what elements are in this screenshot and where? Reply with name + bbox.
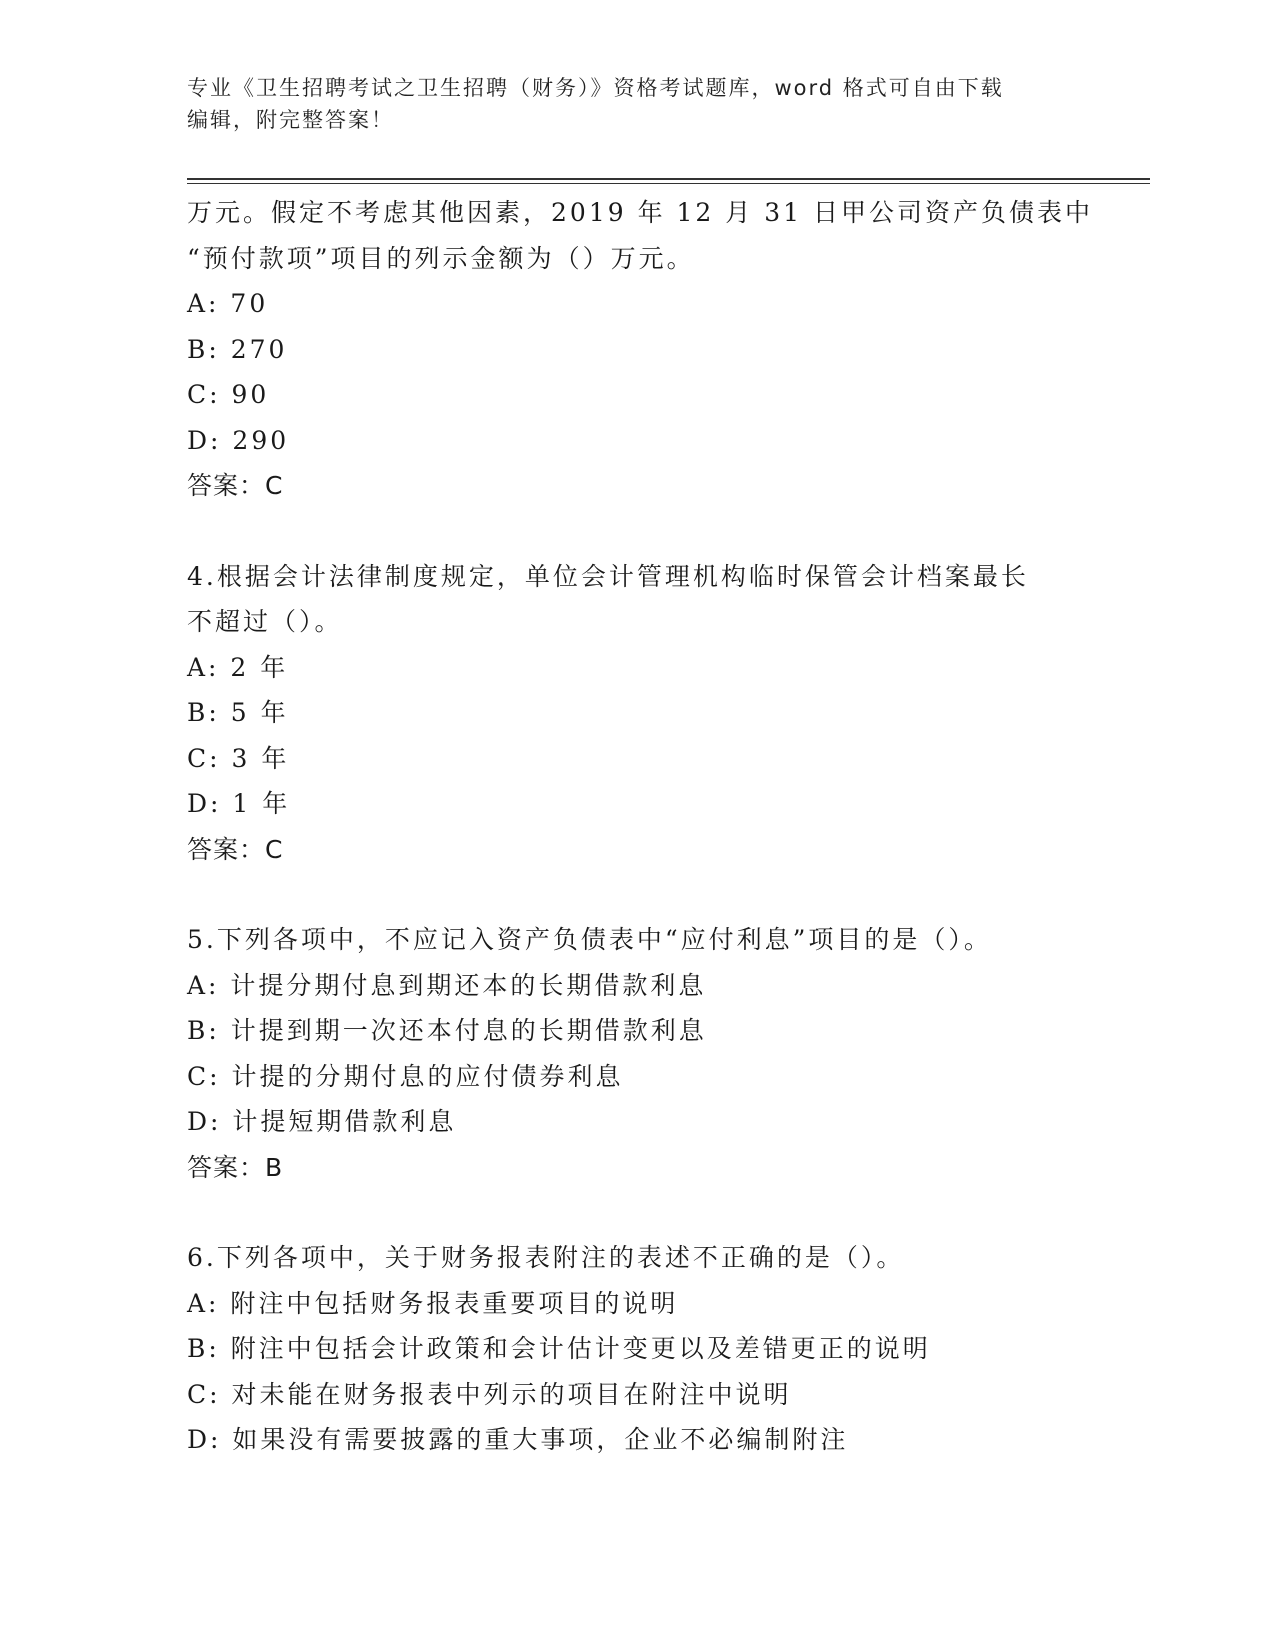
option-b: B: 附注中包括会计政策和会计估计变更以及差错更正的说明	[187, 1334, 931, 1363]
option-c: C: 90	[187, 380, 270, 409]
answer-label: 答案：B	[187, 1152, 284, 1182]
option-b: B: 计提到期一次还本付息的长期借款利息	[187, 1016, 707, 1045]
question-spacer	[187, 872, 1087, 917]
header-line-2: 编辑，附完整答案！	[187, 108, 394, 132]
option-d: D: 如果没有需要披露的重大事项，企业不必编制附注	[187, 1425, 849, 1454]
question-stem: 5.下列各项中，不应记入资产负债表中“应付利息”项目的是（）。	[187, 925, 992, 954]
header-line-1: 专业《卫生招聘考试之卫生招聘（财务）》资格考试题库，word 格式可自由下载	[187, 76, 1004, 100]
option-a: A: 70	[187, 289, 269, 318]
option-d: D: 计提短期借款利息	[187, 1107, 457, 1136]
option-b: B: 270	[187, 334, 288, 364]
answer-label: 答案：C	[187, 471, 284, 500]
option-c: C: 计提的分期付息的应付债券利息	[187, 1061, 624, 1091]
document-header	[187, 72, 1067, 136]
question-3	[187, 190, 1093, 509]
option-c: C: 对未能在财务报表中列示的项目在附注中说明	[187, 1379, 792, 1409]
option-c: C: 3 年	[187, 743, 290, 773]
question-spacer	[187, 509, 1087, 554]
question-stem: “预付款项”项目的列示金额为（）万元。	[187, 243, 695, 273]
question-spacer	[187, 1190, 1087, 1235]
option-a: A: 2 年	[187, 652, 289, 682]
header-divider-thick	[187, 178, 1150, 180]
question-6	[187, 1235, 1087, 1463]
question-4	[187, 554, 1087, 873]
question-5	[187, 917, 1087, 1190]
answer-label: 答案：C	[187, 834, 284, 864]
option-d: D: 1 年	[187, 789, 291, 818]
question-stem: 不超过（）。	[187, 607, 343, 636]
option-b: B: 5 年	[187, 698, 289, 727]
question-list	[187, 190, 1093, 1463]
option-a: A: 附注中包括财务报表重要项目的说明	[187, 1288, 679, 1318]
option-a: A: 计提分期付息到期还本的长期借款利息	[187, 970, 707, 1000]
question-stem: 6.下列各项中，关于财务报表附注的表述不正确的是（）。	[187, 1243, 905, 1272]
option-d: D: 290	[187, 425, 290, 455]
question-stem: 4.根据会计法律制度规定，单位会计管理机构临时保管会计档案最长	[187, 561, 1029, 591]
question-stem: 万元。假定不考虑其他因素，2019 年 12 月 31 日甲公司资产负债表中	[187, 198, 1093, 227]
header-divider-thin	[187, 183, 1150, 184]
